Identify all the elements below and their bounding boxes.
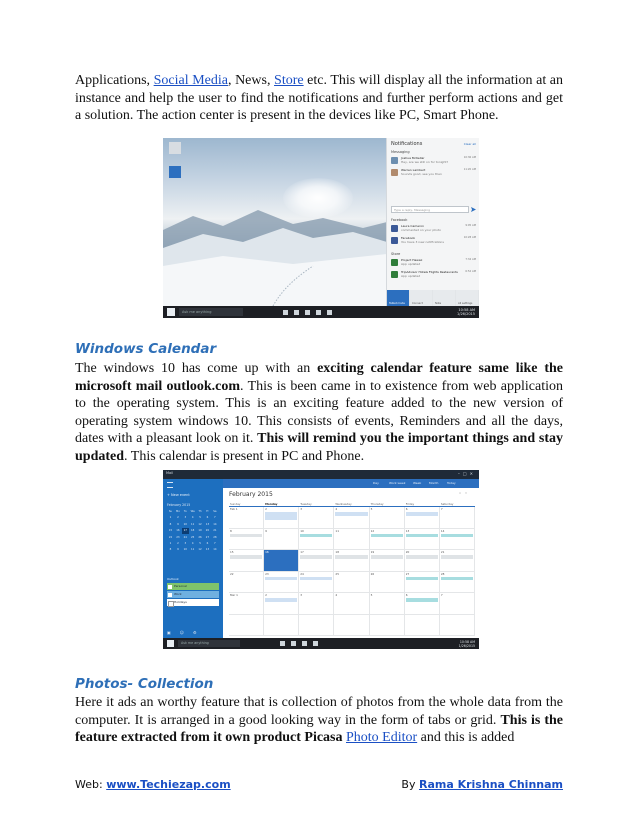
calendars-header: Outlook [167, 577, 179, 581]
calendar-event[interactable] [300, 555, 332, 559]
view-month-button[interactable]: Month [429, 481, 439, 485]
mini-calendar-day[interactable]: Su [168, 510, 173, 513]
calendar-event[interactable] [300, 534, 332, 538]
calendar-day-cell[interactable] [229, 615, 264, 637]
bold-text: This will remind you the important things and stay updated [75, 431, 563, 464]
taskbar-clock[interactable] [457, 308, 475, 316]
window-controls[interactable]: –□✕ [457, 471, 476, 476]
day-number: 5 [370, 507, 373, 511]
calendar-event[interactable] [441, 534, 473, 538]
calendar-day-cell[interactable] [370, 572, 405, 594]
notification-time: 6:52 AM [465, 270, 476, 273]
checkbox-icon[interactable] [168, 593, 172, 597]
calendar-day-cell[interactable] [299, 507, 334, 529]
mini-calendar-day[interactable]: 3 [184, 541, 187, 545]
notification-time: 10:36 AM [463, 156, 476, 159]
calendar-day-cell[interactable] [334, 593, 369, 615]
notification-item[interactable] [391, 224, 476, 236]
mini-calendar-day[interactable]: 13 [205, 548, 210, 552]
hamburger-menu-icon[interactable] [167, 482, 173, 488]
day-number: 7 [440, 507, 443, 511]
calendar-day-cell[interactable] [440, 593, 475, 615]
mini-calendar-day[interactable]: Mo [175, 510, 180, 513]
footer-web-label: Web: [75, 778, 107, 791]
quick-action-tablet-mode[interactable] [387, 290, 410, 306]
calendar-screenshot [163, 470, 479, 649]
notification-time: 9:05 AM [465, 224, 476, 227]
taskbar-clock[interactable] [459, 640, 475, 648]
notification-item[interactable] [391, 168, 476, 180]
day-number: Feb 1 [230, 507, 238, 511]
day-number: 3 [300, 593, 303, 597]
mini-calendar-day[interactable]: 8 [169, 522, 172, 526]
calendar-day-cell[interactable] [229, 507, 264, 529]
day-number: 21 [440, 550, 445, 554]
taskbar-app-icon[interactable] [316, 310, 321, 315]
taskbar-app-icon[interactable] [291, 641, 296, 646]
calendar-day-cell[interactable] [229, 593, 264, 615]
footer-web [75, 778, 231, 791]
text: and this is added [417, 730, 515, 745]
reply-input[interactable]: Type a reply, Messaging [391, 206, 469, 213]
quick-action-note[interactable] [433, 290, 456, 306]
notification-title: Warren Lambert [401, 168, 426, 172]
day-number: 2 [265, 593, 267, 597]
taskbar [163, 306, 479, 318]
facebook-icon [391, 225, 398, 232]
day-number: 3 [300, 507, 303, 511]
calendar-day-cell[interactable] [264, 507, 299, 529]
calendar-event[interactable] [230, 534, 262, 538]
quick-action-connect[interactable] [410, 290, 433, 306]
calendar-day-cell[interactable] [440, 615, 475, 637]
calendar-holidays[interactable] [167, 599, 219, 606]
taskbar-app-icon[interactable] [313, 641, 318, 646]
taskbar-app-icon[interactable] [327, 310, 332, 315]
send-icon[interactable] [471, 207, 476, 212]
calendar-work[interactable] [167, 591, 219, 598]
clock-date: 1/26/2015 [457, 312, 475, 316]
notification-item[interactable] [391, 270, 476, 282]
photos-paragraph [75, 694, 563, 747]
calendar-day-cell[interactable] [299, 615, 334, 637]
mini-calendar-day[interactable]: We [190, 510, 195, 513]
notification-time: 11:20 AM [463, 168, 476, 171]
weekday-header: Saturday [440, 502, 475, 507]
view-week-button[interactable]: Week [413, 481, 422, 485]
section-store: Store [391, 252, 401, 256]
intro-paragraph [75, 72, 563, 125]
calendar-day-cell[interactable] [264, 572, 299, 594]
weekday-header: Sunday [229, 502, 264, 507]
mini-calendar-day[interactable]: 20 [205, 529, 210, 533]
day-number: 7 [440, 593, 443, 597]
calendar-day-cell[interactable] [229, 550, 264, 572]
calendar-day-cell[interactable] [440, 529, 475, 551]
action-center-panel [386, 138, 479, 306]
day-number: 6 [405, 593, 408, 597]
notification-text: Hey, are we still on for tonight? [401, 160, 449, 164]
mini-calendar-day[interactable]: 6 [206, 516, 209, 520]
mini-calendar-day[interactable]: 27 [205, 535, 210, 539]
taskbar-app-icon[interactable] [283, 310, 288, 315]
calendar-day-cell[interactable] [299, 550, 334, 572]
day-number: 27 [405, 571, 410, 576]
mini-calendar-day[interactable]: 8 [169, 548, 172, 552]
author-link[interactable]: Rama Krishna Chinnam [418, 778, 563, 791]
text: Here it ads an worthy feature that is collection of photos from the whole data from the computer. It is arranged in a good looking way in the form of tabs or grid. [75, 695, 563, 728]
calendar-day-cell[interactable] [440, 572, 475, 594]
mini-calendar-day[interactable]: 28 [213, 535, 217, 539]
calendar-titlebar [163, 470, 479, 479]
calendar-day-cell[interactable] [370, 550, 405, 572]
calendar-day-cell[interactable] [440, 550, 475, 572]
start-icon[interactable] [167, 640, 174, 647]
mini-calendar-day[interactable]: 13 [205, 522, 210, 526]
day-number: 28 [440, 571, 445, 576]
day-number: 4 [335, 507, 338, 511]
calendar-day-cell[interactable] [370, 593, 405, 615]
day-number: 4 [335, 593, 338, 597]
start-icon[interactable] [167, 308, 175, 316]
footer-author [401, 778, 563, 791]
day-number: 9 [265, 528, 267, 533]
calendar-day-cell[interactable] [334, 615, 369, 637]
today-button[interactable]: Today [447, 481, 456, 485]
page-footer [75, 778, 563, 791]
window-title: Mail [166, 471, 174, 475]
view-work-week-button[interactable]: Work week [389, 481, 406, 485]
day-number: 2 [265, 507, 267, 511]
calendar-day-cell[interactable] [299, 593, 334, 615]
calendar-day-cell[interactable] [334, 529, 369, 551]
notification-time: 10:28 AM [463, 236, 476, 239]
notification-time: 7:34 AM [465, 258, 476, 261]
mini-calendar-day[interactable]: 23 [176, 535, 180, 539]
mini-calendar-day[interactable]: 25 [191, 535, 195, 539]
calendar-personal[interactable] [167, 583, 219, 590]
calendar-day-cell[interactable] [405, 615, 440, 637]
mini-calendar-day[interactable]: 10 [183, 522, 187, 526]
mini-calendar [167, 509, 219, 553]
clear-all-button[interactable]: Clear all [463, 142, 476, 146]
day-number: 20 [405, 550, 410, 554]
calendar-command-bar [223, 479, 479, 488]
calendar-event[interactable] [230, 555, 262, 559]
notification-title: Facebook [401, 236, 416, 240]
calendar-sidebar [163, 479, 223, 638]
mini-calendar-day[interactable]: Sa [213, 510, 217, 513]
weekday-header: Wednesday [334, 502, 369, 507]
calendar-day-cell[interactable] [370, 615, 405, 637]
calendar-event[interactable] [335, 512, 367, 516]
notification-title: Joshua McKellar [401, 156, 425, 160]
mini-calendar-day[interactable]: 21 [213, 529, 217, 533]
calendar-event[interactable] [371, 555, 403, 559]
calendar-day-cell[interactable] [405, 529, 440, 551]
calendar-heading: Windows Calendar [75, 341, 217, 357]
photos-heading: Photos- Collection [75, 676, 214, 692]
calendar-day-cell[interactable] [264, 593, 299, 615]
notification-text: You have 3 new notifications [401, 240, 444, 244]
taskbar [163, 638, 479, 649]
calendar-name: Work [174, 592, 182, 596]
facebook-icon [391, 237, 398, 244]
calendar-event[interactable] [406, 577, 438, 581]
text: . This is been came in to existence from web application to the operating system. This is an exciting feature added to the new version of operating system windows 10. This consists of events, Reminders and all the days, dates with a pleasant look on it. [75, 378, 563, 446]
mini-calendar-day[interactable]: Tu [183, 510, 187, 513]
month-grid [229, 502, 475, 636]
store-link[interactable]: Store [274, 73, 304, 88]
day-number: 13 [405, 528, 410, 533]
website-link[interactable]: www.Techiezap.com [106, 778, 231, 791]
calendar-paragraph [75, 360, 563, 465]
mini-calendar-day[interactable]: 4 [191, 516, 194, 520]
taskbar-app-icon[interactable] [305, 310, 310, 315]
quick-actions [387, 290, 479, 306]
taskbar-search[interactable]: Ask me anything [179, 308, 243, 316]
mini-calendar-day[interactable]: 15 [168, 529, 173, 533]
calendar-event[interactable] [265, 577, 297, 581]
text: etc. This will display all the information at an instance and help the user to find the notifications and further perform actions and get a solution. The action center is present in the devices like PC, Smart Phone. [75, 73, 564, 123]
mini-calendar-day[interactable]: 10 [183, 548, 187, 552]
quick-action-label: Tablet mode [389, 302, 405, 305]
mini-calendar-day[interactable]: 5 [199, 541, 201, 545]
notification-title: Project Hawaii [401, 258, 423, 262]
calendar-event[interactable] [406, 512, 438, 516]
mini-calendar-day[interactable]: 19 [198, 529, 202, 533]
mini-calendar-grid [167, 509, 219, 553]
calendar-name: Personal [174, 584, 187, 588]
view-day-button[interactable]: Day [373, 481, 379, 485]
text: Applications, [75, 73, 154, 88]
calendar-event[interactable] [406, 555, 438, 559]
calendar-day-cell[interactable] [334, 572, 369, 594]
calendar-day-cell[interactable] [334, 550, 369, 572]
weekday-header: Tuesday [299, 502, 334, 507]
calendar-day-cell[interactable] [229, 572, 264, 594]
day-number: 15 [230, 550, 234, 554]
bold-text: exciting calendar feature same like the microsoft mail outlook.com [75, 361, 563, 394]
calendar-event[interactable] [441, 555, 473, 559]
checkbox-icon[interactable] [168, 585, 172, 589]
day-number: 11 [335, 528, 339, 533]
quick-action-settings[interactable] [456, 290, 479, 306]
notification-title: Laura Cameron [401, 224, 425, 228]
calendar-event[interactable] [265, 516, 297, 520]
section-messaging: Messaging [391, 150, 410, 154]
calendar-event[interactable] [441, 577, 473, 581]
mini-calendar-day[interactable]: 11 [191, 548, 195, 552]
day-number: 25 [335, 571, 339, 576]
calendar-event[interactable] [406, 598, 438, 602]
mini-calendar-day[interactable]: 11 [191, 522, 195, 526]
checkbox-icon[interactable] [168, 601, 174, 607]
photo-editor-link[interactable]: Photo Editor [346, 730, 418, 745]
quick-action-label: All settings [458, 302, 473, 305]
notification-text: Sounds good, see you then [401, 172, 442, 176]
notification-item[interactable] [391, 156, 476, 168]
new-event-button[interactable]: + New event [167, 493, 190, 497]
windows-app-icon[interactable] [169, 166, 181, 178]
section-facebook: Facebook [391, 218, 408, 222]
mini-calendar-day[interactable]: 4 [191, 541, 194, 545]
mini-calendar-day[interactable]: 3 [184, 516, 187, 520]
text: The windows 10 has come up with an [75, 361, 318, 376]
month-nav-arrows[interactable]: ˄˅ [459, 492, 471, 497]
mini-calendar-day[interactable]: 7 [214, 541, 216, 545]
mini-calendar-day[interactable]: 14 [213, 522, 217, 526]
mini-calendar-day[interactable]: Fr [206, 510, 209, 513]
mini-calendar-day[interactable]: 18 [191, 529, 195, 533]
weekday-header: Thursday [370, 502, 405, 507]
calendar-day-cell[interactable] [370, 507, 405, 529]
new-event-label: New event [171, 493, 190, 497]
day-number: 17 [300, 550, 304, 554]
notification-item[interactable] [391, 236, 476, 248]
day-number: 24 [300, 571, 304, 576]
calendar-day-cell[interactable] [299, 572, 334, 594]
day-number: 19 [370, 550, 375, 554]
clock-time: 10:58 AM [459, 639, 475, 644]
mini-calendar-day[interactable]: 5 [199, 516, 201, 520]
calendar-day-cell[interactable] [299, 529, 334, 551]
calendar-event[interactable] [406, 534, 438, 538]
notification-text: commented on your photo [401, 228, 441, 232]
mini-calendar-day[interactable]: 1 [169, 541, 172, 545]
day-number: 8 [230, 528, 232, 533]
calendar-event[interactable] [335, 555, 367, 559]
mini-calendar-day[interactable]: 2 [177, 541, 179, 545]
calendar-day-cell[interactable] [405, 572, 440, 594]
mini-calendar-title: February 2015 [167, 503, 191, 507]
day-number: 14 [440, 528, 445, 533]
quick-action-label: Connect [412, 302, 423, 305]
day-number: 12 [370, 528, 375, 533]
sidebar-bottom-icons[interactable]: ▣☺⚙ [167, 630, 206, 635]
day-number: 23 [265, 571, 269, 576]
day-number: 26 [370, 571, 375, 576]
day-number: 18 [335, 550, 339, 554]
store-icon [391, 259, 398, 266]
footer-by-label: By [401, 778, 419, 791]
mini-calendar-day[interactable]: 24 [183, 535, 187, 539]
mini-calendar-day[interactable]: 1 [169, 516, 172, 520]
action-center-screenshot [163, 138, 479, 318]
mini-calendar-day[interactable]: 6 [206, 541, 209, 545]
calendar-name: Holidays [174, 600, 187, 604]
text: . This calendar is present in PC and Phone. [124, 448, 365, 464]
calendar-event[interactable] [300, 577, 332, 581]
day-number: 6 [405, 507, 408, 511]
mini-calendar-day[interactable]: 16 [176, 529, 180, 533]
mini-calendar-day[interactable]: 12 [198, 548, 202, 552]
month-title: February 2015 [229, 491, 273, 498]
notification-text: App updated [401, 274, 421, 278]
mini-calendar-day[interactable]: 2 [177, 516, 179, 520]
calendar-event[interactable] [371, 534, 403, 538]
calendar-event[interactable] [265, 512, 297, 516]
text: , News, [227, 73, 275, 88]
day-number: Mar 1 [230, 593, 238, 597]
calendar-day-cell[interactable] [334, 507, 369, 529]
mini-calendar-day[interactable]: Th [198, 510, 202, 513]
calendar-day-cell[interactable] [229, 529, 264, 551]
taskbar-search[interactable]: Ask me anything [178, 640, 240, 647]
calendar-day-cell[interactable] [264, 529, 299, 551]
action-center-title: Notifications [391, 141, 423, 147]
taskbar-app-icon[interactable] [302, 641, 307, 646]
calendar-event[interactable] [265, 598, 297, 602]
day-number: 16 [265, 550, 269, 554]
calendar-day-cell[interactable] [405, 593, 440, 615]
calendar-day-cell[interactable] [264, 550, 299, 572]
notification-title: TripAdvisor Hotels Flights Restaurants [401, 270, 458, 274]
mini-calendar-day[interactable]: 7 [214, 516, 216, 520]
calendar-day-cell[interactable] [440, 507, 475, 529]
mini-calendar-day[interactable]: 12 [198, 522, 202, 526]
weekday-header: Friday [405, 502, 440, 507]
day-number: 10 [300, 528, 304, 533]
mini-calendar-day[interactable]: 17 [183, 529, 187, 533]
calendar-day-cell[interactable] [405, 550, 440, 572]
mini-calendar-day[interactable]: 9 [177, 548, 179, 552]
calendar-day-cell[interactable] [405, 507, 440, 529]
calendar-month-view [223, 488, 479, 638]
avatar-icon [391, 169, 398, 176]
day-number: 22 [230, 571, 234, 576]
calendar-day-cell[interactable] [264, 615, 299, 637]
calendar-day-cell[interactable] [370, 529, 405, 551]
notification-item[interactable] [391, 258, 476, 270]
mini-calendar-day[interactable]: 26 [198, 535, 202, 539]
store-icon [391, 271, 398, 278]
bold-text: This is the feature extracted from it own product Picasa [75, 712, 563, 745]
taskbar-app-icon[interactable] [280, 641, 285, 646]
mini-calendar-day[interactable]: 22 [168, 535, 173, 539]
social-media-link[interactable]: Social Media [153, 73, 228, 88]
clock-time: 10:58 AM [458, 308, 475, 312]
avatar-icon [391, 157, 398, 164]
mini-calendar-day[interactable]: 9 [177, 522, 179, 526]
recycle-bin-icon[interactable] [169, 142, 181, 154]
notification-text: App updated [401, 262, 421, 266]
clock-date: 1/26/2015 [458, 643, 475, 648]
weekday-header: Monday [264, 502, 299, 507]
quick-action-label: Note [435, 302, 442, 305]
taskbar-app-icon[interactable] [294, 310, 299, 315]
mini-calendar-day[interactable]: 14 [213, 548, 217, 552]
day-number: 5 [370, 593, 373, 597]
